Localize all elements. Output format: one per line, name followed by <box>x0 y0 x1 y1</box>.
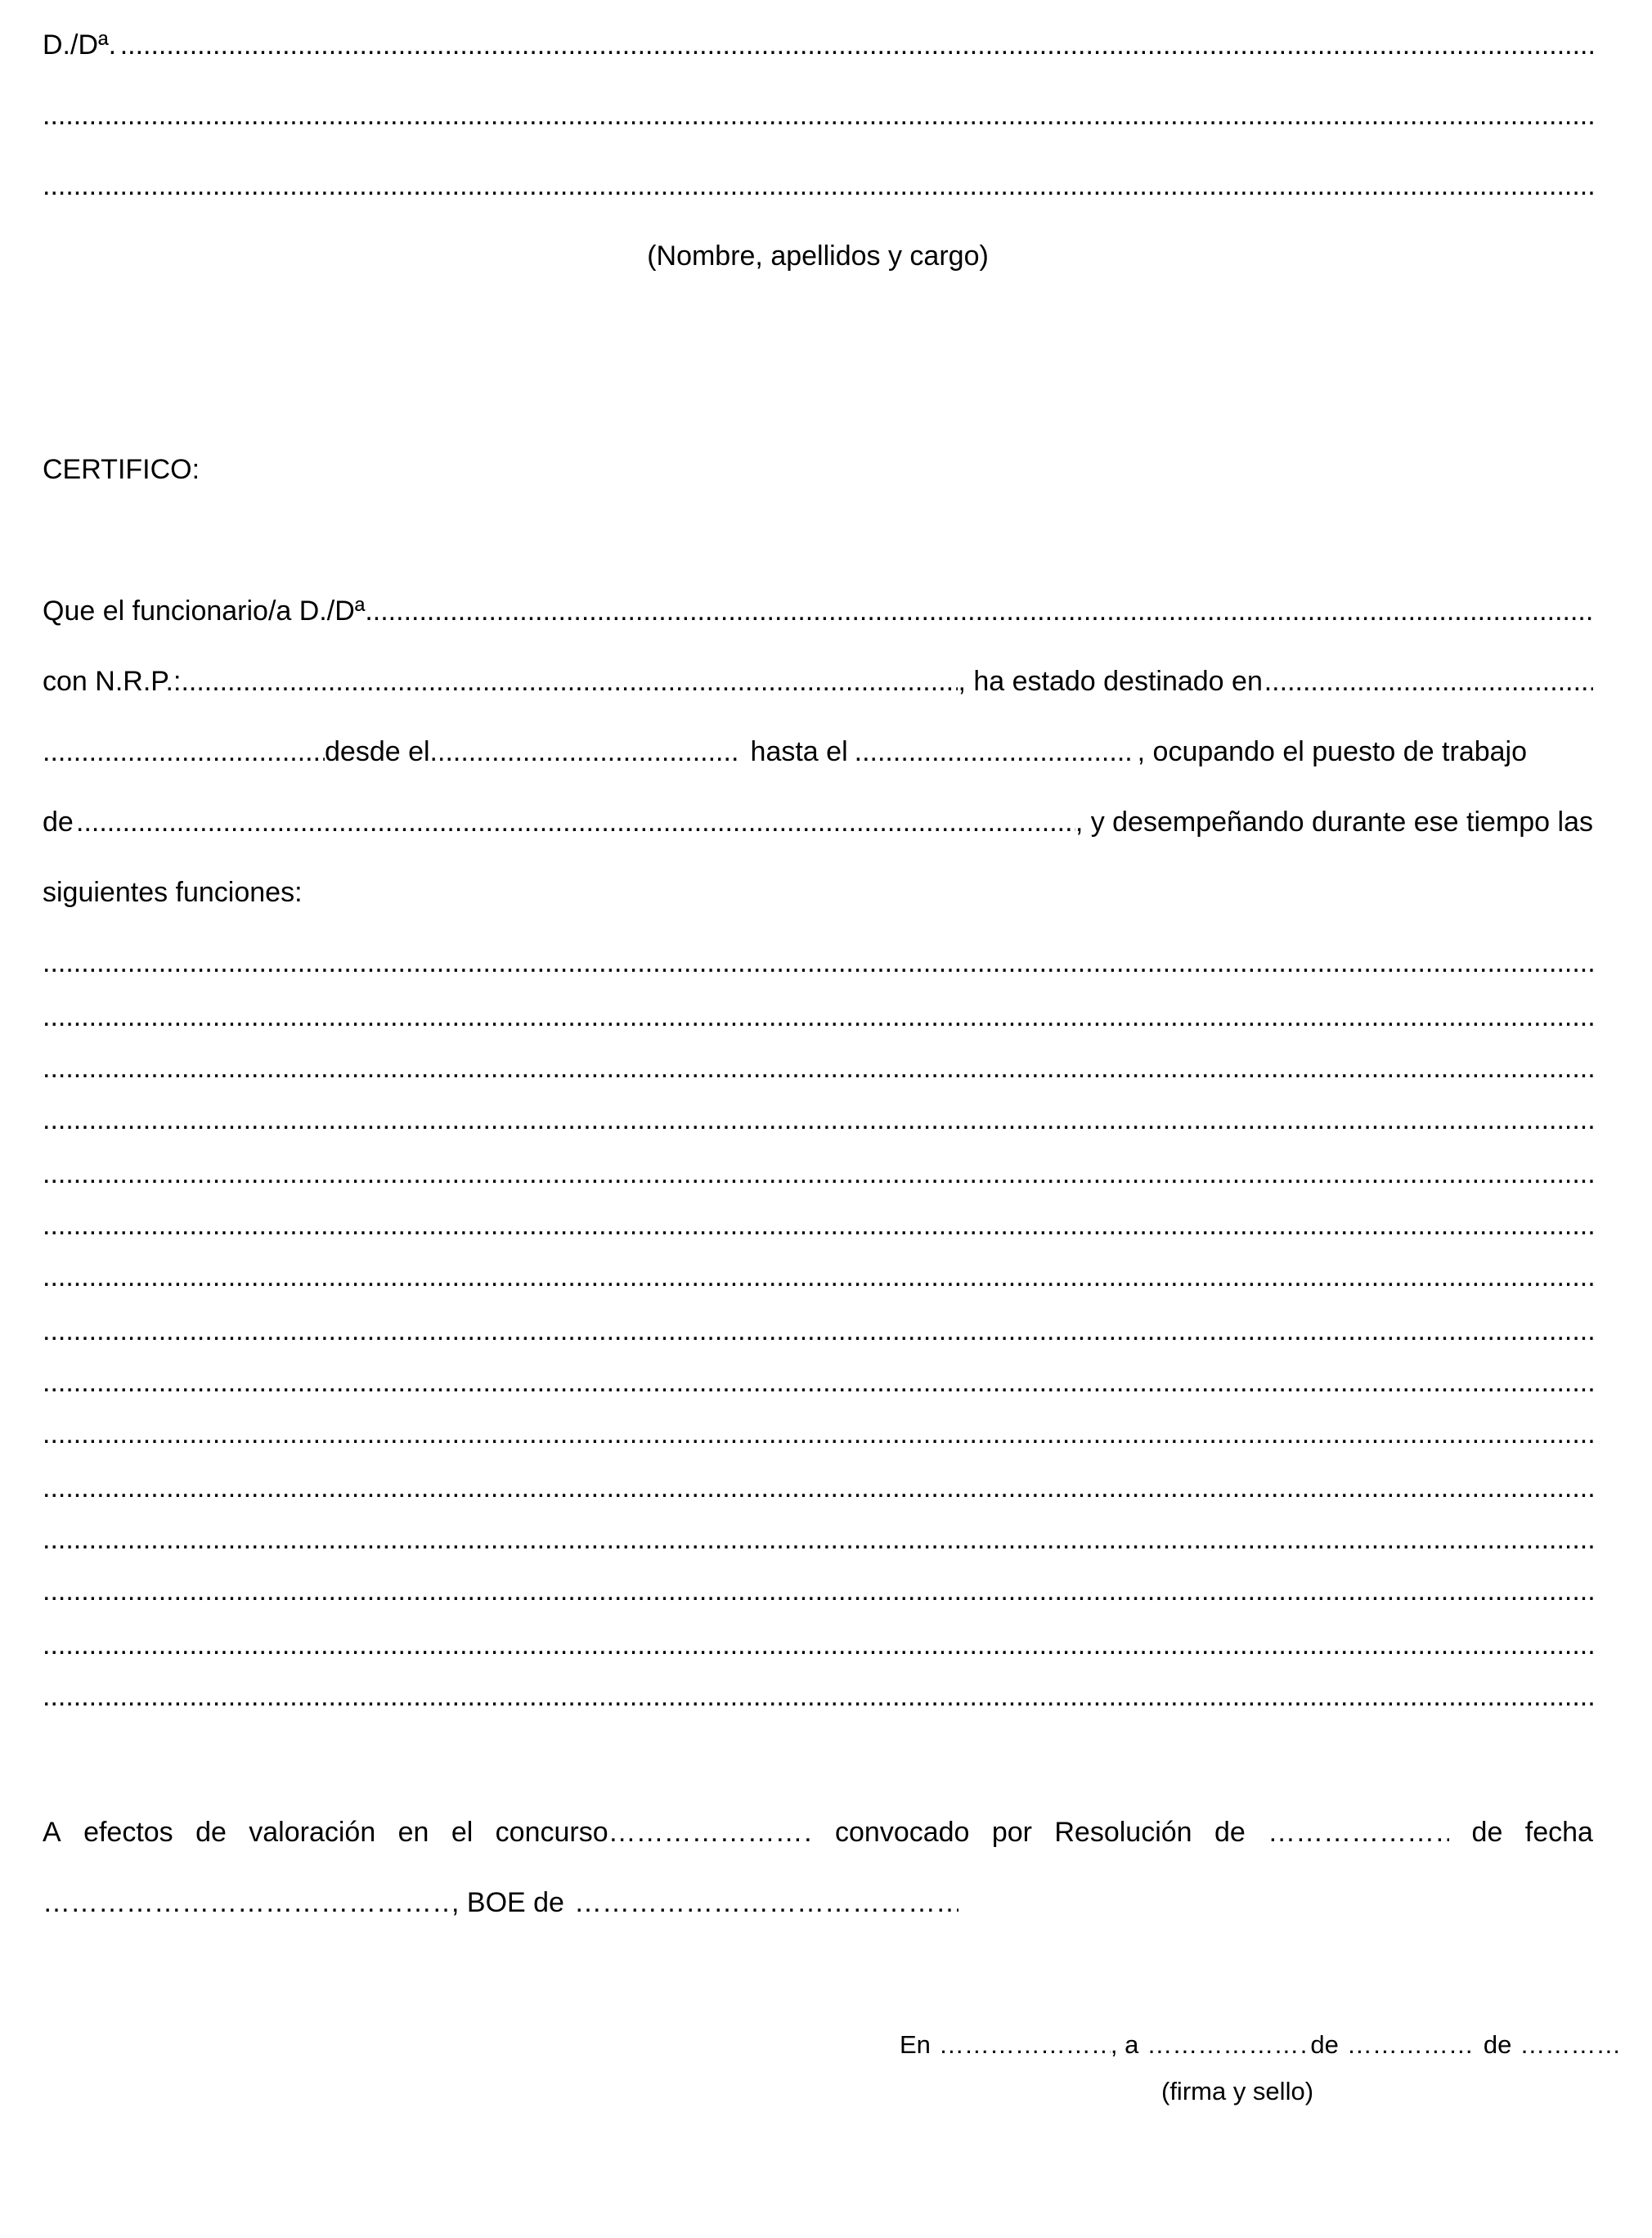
efectos-word: valoración <box>249 1817 376 1848</box>
funciones-line[interactable] <box>43 1474 1593 1502</box>
body-line-4 <box>43 808 1593 836</box>
de-label-1: de <box>1310 2030 1339 2059</box>
certifico-heading: CERTIFICO: <box>43 454 200 485</box>
name-line-1 <box>43 31 1593 59</box>
name-caption: (Nombre, apellidos y cargo) <box>647 240 989 272</box>
name-dotted-field-2[interactable] <box>43 101 1593 129</box>
hasta-field[interactable] <box>855 738 1133 766</box>
efectos-word: A <box>43 1817 61 1848</box>
hasta-label: hasta el <box>750 736 848 767</box>
efectos-word: Resolución <box>1054 1817 1192 1848</box>
efectos-word: de <box>195 1817 227 1848</box>
destinado-label: , ha estado destinado en <box>958 666 1263 697</box>
desde-field[interactable] <box>430 738 739 766</box>
body-line-2 <box>43 667 1593 695</box>
funciones-line[interactable] <box>43 1368 1593 1396</box>
funciones-label: siguientes funciones: <box>43 877 303 908</box>
destino-field-cont[interactable] <box>43 738 325 766</box>
a-label: , a <box>1110 2030 1139 2059</box>
funciones-line[interactable] <box>43 1211 1593 1239</box>
efectos-word: fecha <box>1524 1817 1593 1848</box>
year-field[interactable] <box>1520 2032 1618 2057</box>
funciones-line[interactable] <box>43 1683 1593 1710</box>
day-field[interactable] <box>1147 2032 1310 2057</box>
de-label: de <box>43 807 74 838</box>
name-dotted-field-3[interactable] <box>43 172 1593 200</box>
body-line-3 <box>43 738 1593 766</box>
nrp-label: con N.R.P.: <box>43 666 182 697</box>
funciones-line[interactable] <box>43 1631 1593 1659</box>
funciones-line[interactable] <box>43 949 1593 977</box>
name-caption-line <box>43 242 1593 270</box>
concurso-group <box>496 1818 813 1846</box>
funciones-line[interactable] <box>43 1317 1593 1345</box>
efectos-word: el <box>451 1817 474 1848</box>
funcionario-label: Que el funcionario/a D./Dª <box>43 595 366 627</box>
funciones-line[interactable] <box>43 1054 1593 1082</box>
place-field[interactable] <box>939 2032 1111 2057</box>
signature-place-date <box>900 2032 1619 2057</box>
efectos-word: de <box>1471 1817 1503 1848</box>
desde-label: desde el <box>325 736 430 767</box>
name-dotted-field[interactable] <box>120 31 1593 59</box>
funciones-line[interactable] <box>43 1160 1593 1188</box>
puesto-field[interactable] <box>76 808 1075 836</box>
fecha-field[interactable] <box>43 1889 451 1917</box>
body-line-5 <box>43 879 1593 906</box>
puesto-label: , ocupando el puesto de trabajo <box>1137 736 1528 767</box>
boe-label: , BOE de <box>451 1887 564 1918</box>
efectos-word: convocado <box>835 1817 970 1848</box>
body-line-1 <box>43 597 1593 625</box>
efectos-word: concurso <box>495 1817 608 1848</box>
en-label: En <box>900 2030 931 2059</box>
efectos-word: por <box>991 1817 1032 1848</box>
boe-field[interactable] <box>574 1889 958 1917</box>
funcionario-name-field[interactable] <box>365 597 1593 625</box>
destino-field[interactable] <box>1264 667 1593 695</box>
signature-caption-line <box>1161 2078 1313 2104</box>
name-line-3 <box>43 172 1593 200</box>
nrp-field[interactable] <box>181 667 958 695</box>
efectos-word: efectos <box>83 1817 173 1848</box>
certifico-line <box>43 456 1593 483</box>
funciones-line[interactable] <box>43 1420 1593 1448</box>
efectos-word: de <box>1214 1817 1246 1848</box>
signature-caption: (firma y sello) <box>1161 2077 1314 2105</box>
funciones-line[interactable] <box>43 1003 1593 1031</box>
name-prefix: D./Dª. <box>43 29 117 61</box>
resolucion-field[interactable] <box>1268 1818 1449 1846</box>
concurso-field[interactable] <box>608 1818 813 1846</box>
efectos-line-2 <box>43 1889 1593 1917</box>
funciones-line[interactable] <box>43 1577 1593 1605</box>
efectos-line-1 <box>43 1818 1593 1846</box>
funciones-line[interactable] <box>43 1106 1593 1134</box>
efectos-word: en <box>397 1817 429 1848</box>
funciones-line[interactable] <box>43 1263 1593 1291</box>
funciones-line[interactable] <box>43 1526 1593 1553</box>
desempenando-label: , y desempeñando durante ese tiempo las <box>1075 807 1593 838</box>
name-line-2 <box>43 101 1593 129</box>
month-field[interactable] <box>1347 2032 1474 2057</box>
de-label-2: de <box>1483 2030 1512 2059</box>
